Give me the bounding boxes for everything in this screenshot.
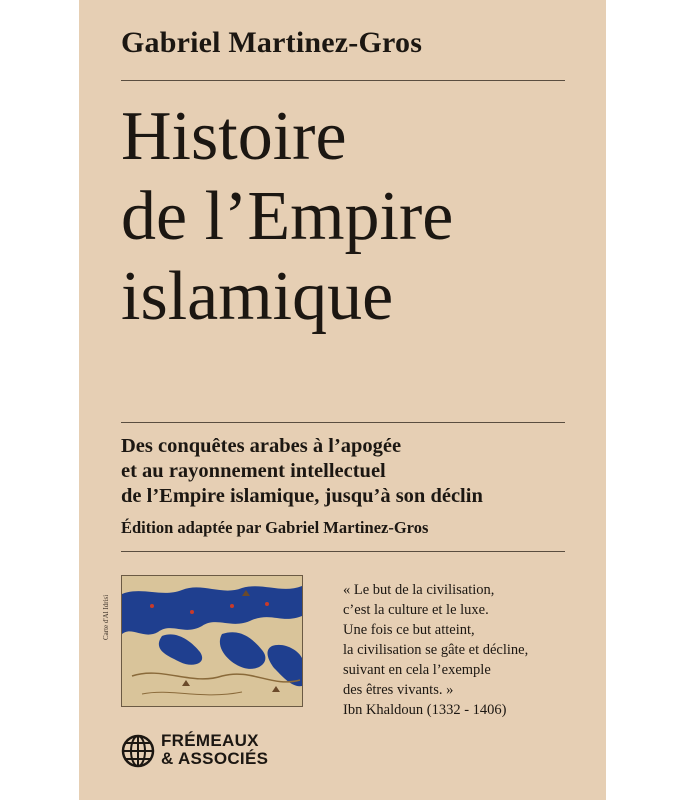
title-line: islamique [121, 258, 394, 335]
subtitle-line: Des conquêtes arabes à l’apogée [121, 435, 402, 457]
quote-line: « Le but de la civilisation, [343, 582, 495, 598]
author-name: Gabriel Martinez-Gros [121, 26, 423, 59]
subtitle-line: de l’Empire islamique, jusqu’à son déclin [121, 485, 483, 507]
map-caption: Carte d'Al Idrisi [102, 594, 110, 640]
epigraph-quote [343, 580, 528, 720]
idrisi-map-image [121, 575, 303, 707]
quote-line: c’est la culture et le luxe. [343, 602, 489, 618]
subtitle [121, 434, 483, 509]
publisher-name [161, 732, 268, 768]
publisher-line: FRÉMEAUX [161, 731, 259, 750]
title-line: de l’Empire [121, 178, 454, 255]
divider-top [121, 80, 565, 81]
edition-note: Édition adaptée par Gabriel Martinez-Gros [121, 518, 429, 537]
book-cover [79, 0, 606, 800]
quote-line: des êtres vivants. » [343, 682, 454, 698]
book-title [121, 97, 453, 337]
publisher-line: & ASSOCIÉS [161, 749, 269, 768]
quote-line: la civilisation se gâte et décline, [343, 642, 529, 658]
title-line: Histoire [121, 98, 347, 175]
quote-line: suivant en cela l’exemple [343, 662, 491, 678]
divider-middle [121, 422, 565, 423]
divider-bottom [121, 551, 565, 552]
subtitle-line: et au rayonnement intellectuel [121, 460, 386, 482]
globe-icon [121, 734, 155, 768]
quote-attribution: Ibn Khaldoun (1332 - 1406) [343, 702, 507, 718]
quote-line: Une fois ce but atteint, [343, 622, 475, 638]
